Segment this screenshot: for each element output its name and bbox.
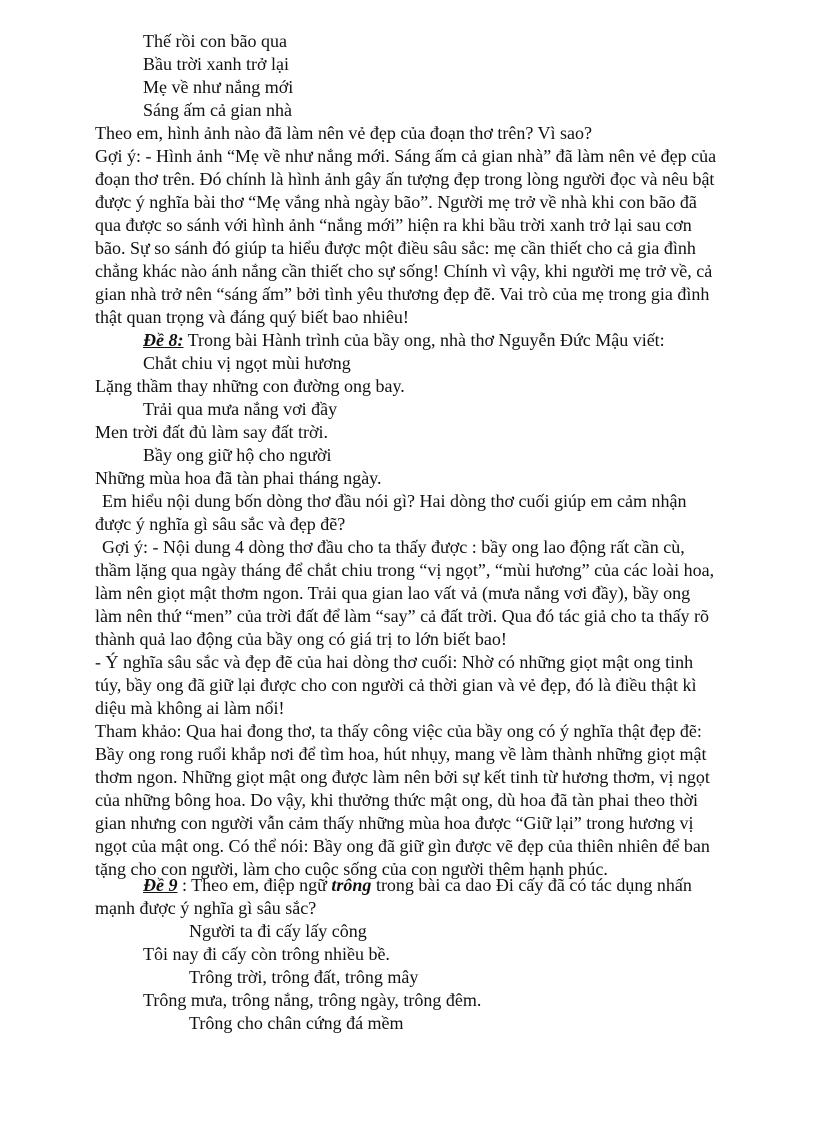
hint-line: gian nhà trở nên “sáng ấm” bởi tình yêu thương đẹp đẽ. Vai trò của mẹ trong gia đình xyxy=(95,284,710,304)
exercise-9-label: Đề 9 xyxy=(143,875,178,895)
exercise-8-intro: Trong bài Hành trình của bầy ong, nhà thơ Nguyễn Đức Mậu viết: xyxy=(183,330,665,350)
hint-line: bão. Sự so sánh đó giúp ta hiểu được một điều sâu sắc: mẹ cần thiết cho cả gia đình xyxy=(95,238,696,258)
hint-line: thầm lặng qua ngày tháng để chắt chiu trong “vị ngọt”, “mùi hương” của các loài hoa, xyxy=(95,560,715,580)
hint-line: thật quan trọng và đáng quý biết bao nhiêu! xyxy=(95,307,409,327)
hint-line: đoạn thơ trên. Đó chính là hình ảnh gây ấn tượng đẹp trong lòng người đọc và nêu bật xyxy=(95,169,715,189)
hint-line: Gợi ý: - Hình ảnh “Mẹ về như nắng mới. Sáng ấm cả gian nhà” đã làm nên vẻ đẹp của xyxy=(95,146,717,166)
poem-line: Tôi nay đi cấy còn trông nhiều bề. xyxy=(143,944,390,964)
exercise-9-text: : Theo em, điệp ngữ xyxy=(177,875,332,895)
poem-line: Trông cho chân cứng đá mềm xyxy=(189,1013,404,1033)
question-7: Theo em, hình ảnh nào đã làm nên vẻ đẹp của đoạn thơ trên? Vì sao? xyxy=(95,123,593,143)
exercise-8-label: Đề 8: xyxy=(143,330,184,350)
poem-line: Những mùa hoa đã tàn phai tháng ngày. xyxy=(95,468,382,488)
poem-line: Trông trời, trông đất, trông mây xyxy=(189,967,419,987)
reference-line: của những bông hoa. Do vậy, khi thưởng thức mật ong, dù hoa đã tàn phai theo thời xyxy=(95,790,699,810)
exercise-8-heading xyxy=(143,329,665,351)
exercise-9-heading xyxy=(143,874,692,896)
hint-line: làm nên giọt mật thơm ngon. Trải qua gian lao vất vả (mưa nắng vơi đầy), bầy ong xyxy=(95,583,691,603)
hint-line: thành quả lao động của bầy ong có giá trị to lớn biết bao! xyxy=(95,629,507,649)
reference-line: gian nhưng con người vẫn cảm thấy những mùa hoa được “Giữ lại” trong hương vị xyxy=(95,813,694,833)
reference-line: ngọt của mật ong. Có thể nói: Bầy ong đã giữ gìn được vẽ đẹp của thiên nhiên để ban xyxy=(95,836,710,856)
poem-line: Người ta đi cấy lấy công xyxy=(189,921,367,941)
exercise-9-text: trong bài ca dao Đi cấy đã có tác dụng nhấn xyxy=(371,875,692,895)
poem-line: Thế rồi con bão qua xyxy=(143,31,287,51)
poem-line: Chắt chiu vị ngọt mùi hương xyxy=(143,353,351,373)
hint-line: diệu mà không ai làm nổi! xyxy=(95,698,285,718)
reference-line: Tham khảo: Qua hai đong thơ, ta thấy công việc của bầy ong có ý nghĩa thật đẹp đẽ: xyxy=(95,721,702,741)
poem-line: Mẹ về như nắng mới xyxy=(143,77,294,97)
exercise-9-line2: mạnh được ý nghĩa gì sâu sắc? xyxy=(95,898,317,918)
hint-line: chẳng khác nào ánh nắng cần thiết cho sự sống! Chính vì vậy, khi người mẹ trở về, cả xyxy=(95,261,713,281)
hint-line: Gợi ý: - Nội dung 4 dòng thơ đầu cho ta thấy được : bầy ong lao động rất cần cù, xyxy=(102,537,685,557)
hint-line: - Ý nghĩa sâu sắc và đẹp đẽ của hai dòng thơ cuối: Nhờ có những giọt mật ong tinh xyxy=(95,652,694,672)
hint-line: qua được so sánh với hình ảnh “nắng mới” hiện ra khi bầu trời xanh trở lại sau cơn xyxy=(95,215,692,235)
poem-line: Lặng thầm thay những con đường ong bay. xyxy=(95,376,405,396)
poem-line: Bầy ong giữ hộ cho người xyxy=(143,445,332,465)
poem-line: Bầu trời xanh trở lại xyxy=(143,54,290,74)
question-8-line: được ý nghĩa gì sâu sắc và đẹp đẽ? xyxy=(95,514,346,534)
reference-line: tặng cho con người, làm cho cuộc sống của con người thêm hạnh phúc. xyxy=(95,859,608,879)
reference-line: Bầy ong rong ruổi khắp nơi để tìm hoa, hút nhụy, mang về làm thành những giọt mật xyxy=(95,744,707,764)
hint-line: làm nên thứ “men” của trời đất để làm “say” cả đất trời. Qua đó tác giả cho ta thấy rõ xyxy=(95,606,710,626)
hint-line: túy, bầy ong đã giữ lại được cho con người cả thời gian và vẻ đẹp, đó là điều thật kì xyxy=(95,675,697,695)
poem-line: Trông mưa, trông nắng, trông ngày, trông đêm. xyxy=(143,990,482,1010)
poem-line: Trải qua mưa nắng vơi đầy xyxy=(143,399,338,419)
poem-line: Men trời đất đủ làm say đất trời. xyxy=(95,422,328,442)
exercise-9-keyword: trông xyxy=(331,875,372,895)
hint-line: được ý nghĩa bài thơ “Mẹ vắng nhà ngày bão”. Người mẹ trở về nhà khi con bão đã xyxy=(95,192,697,212)
poem-line: Sáng ấm cả gian nhà xyxy=(143,100,292,120)
question-8-line: Em hiểu nội dung bốn dòng thơ đầu nói gì? Hai dòng thơ cuối giúp em cảm nhận xyxy=(102,491,687,511)
reference-line: thơm ngon. Những giọt mật ong được làm nên bởi sự kết tinh từ hương thơm, vị ngọt xyxy=(95,767,710,787)
